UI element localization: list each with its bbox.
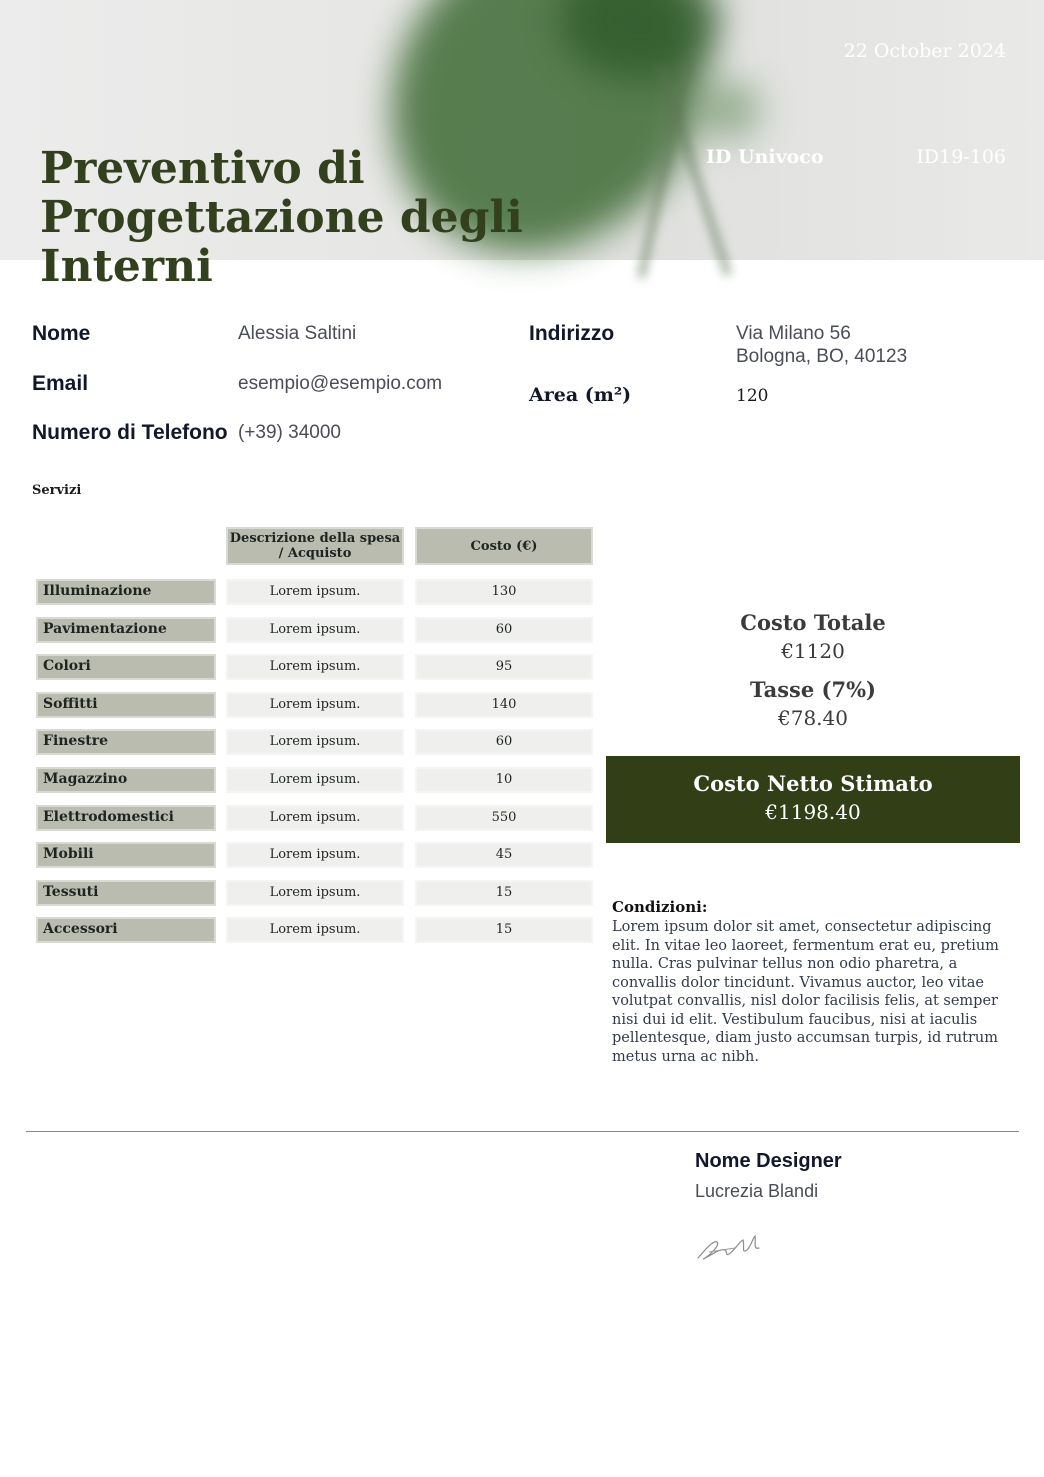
signature-icon (695, 1228, 761, 1262)
service-cost: 10 (415, 767, 593, 793)
service-cost: 15 (415, 917, 593, 943)
designer-label: Nome Designer (695, 1150, 842, 1172)
service-description: Lorem ipsum. (226, 692, 404, 718)
service-description: Lorem ipsum. (226, 767, 404, 793)
table-row (36, 880, 596, 906)
area-value: 120 (736, 386, 769, 406)
tax-value: €78.40 (778, 706, 848, 730)
net-cost-box (606, 756, 1020, 843)
tax-label: Tasse (7%) (750, 677, 876, 702)
service-cost: 60 (415, 617, 593, 643)
service-description: Lorem ipsum. (226, 880, 404, 906)
service-name: Finestre (36, 729, 216, 755)
service-cost: 60 (415, 729, 593, 755)
service-name: Mobili (36, 842, 216, 868)
total-cost-label: Costo Totale (740, 610, 886, 635)
column-header-description: Descrizione della spesa / Acquisto (226, 527, 404, 565)
address-line2: Bologna, BO, 40123 (736, 346, 908, 367)
unique-id-label: ID Univoco (706, 146, 824, 168)
table-row (36, 617, 596, 643)
table-row (36, 842, 596, 868)
service-name: Tessuti (36, 880, 216, 906)
service-description: Lorem ipsum. (226, 805, 404, 831)
email-value: esempio@esempio.com (238, 373, 443, 394)
table-row (36, 654, 596, 680)
column-header-cost: Costo (€) (415, 527, 593, 565)
service-name: Colori (36, 654, 216, 680)
service-name: Soffitti (36, 692, 216, 718)
table-row (36, 579, 596, 605)
service-cost: 95 (415, 654, 593, 680)
table-row (36, 692, 596, 718)
service-description: Lorem ipsum. (226, 579, 404, 605)
phone-label: Numero di Telefono (32, 421, 228, 444)
net-cost-label: Costo Netto Stimato (693, 771, 933, 796)
total-cost-value: €1120 (781, 639, 845, 663)
name-label: Nome (32, 322, 91, 345)
document-date: 22 October 2024 (843, 40, 1006, 62)
conditions-title: Condizioni: (612, 898, 708, 916)
conditions-block (612, 898, 1012, 1066)
unique-id-value: ID19-106 (916, 146, 1006, 168)
totals-summary (606, 610, 1020, 730)
service-cost: 130 (415, 579, 593, 605)
plant-leaf-image (700, 80, 760, 140)
service-name: Elettrodomestici (36, 805, 216, 831)
service-name: Accessori (36, 917, 216, 943)
footer-divider (26, 1131, 1019, 1132)
designer-name: Lucrezia Blandi (695, 1181, 819, 1201)
service-name: Illuminazione (36, 579, 216, 605)
page-title: Preventivo di Progettazione degli Interni (40, 143, 523, 292)
area-label: Area (m²) (529, 384, 632, 406)
table-row (36, 729, 596, 755)
service-description: Lorem ipsum. (226, 729, 404, 755)
service-description: Lorem ipsum. (226, 617, 404, 643)
services-section-title: Servizi (32, 483, 82, 498)
service-name: Magazzino (36, 767, 216, 793)
table-row (36, 767, 596, 793)
phone-value: (+39) 34000 (238, 422, 341, 443)
service-cost: 45 (415, 842, 593, 868)
service-description: Lorem ipsum. (226, 654, 404, 680)
service-cost: 15 (415, 880, 593, 906)
service-cost: 550 (415, 805, 593, 831)
header-banner (0, 0, 1044, 292)
service-description: Lorem ipsum. (226, 917, 404, 943)
address-label: Indirizzo (529, 322, 615, 345)
service-cost: 140 (415, 692, 593, 718)
name-value: Alessia Saltini (238, 323, 357, 344)
net-cost-value: €1198.40 (765, 800, 861, 824)
conditions-text: Lorem ipsum dolor sit amet, consectetur adipiscing elit. In vitae leo laoreet, fermentum erat eu, pretium nulla. Cras pulvinar tellus non odio pharetra, a convallis dolor tincidunt. Vivamus auctor, leo vitae volutpat convallis, nisl dolor facilisis felis, at semper nisi dui id elit. Vestibulum faucibus, nisi at iaculis pellentesque, diam justo accumsan turpis, id rutrum metus urna ac nibh. (612, 919, 999, 1065)
table-row (36, 805, 596, 831)
service-description: Lorem ipsum. (226, 842, 404, 868)
address-line1: Via Milano 56 (736, 323, 851, 344)
email-label: Email (32, 372, 89, 395)
service-name: Pavimentazione (36, 617, 216, 643)
table-row (36, 917, 596, 943)
